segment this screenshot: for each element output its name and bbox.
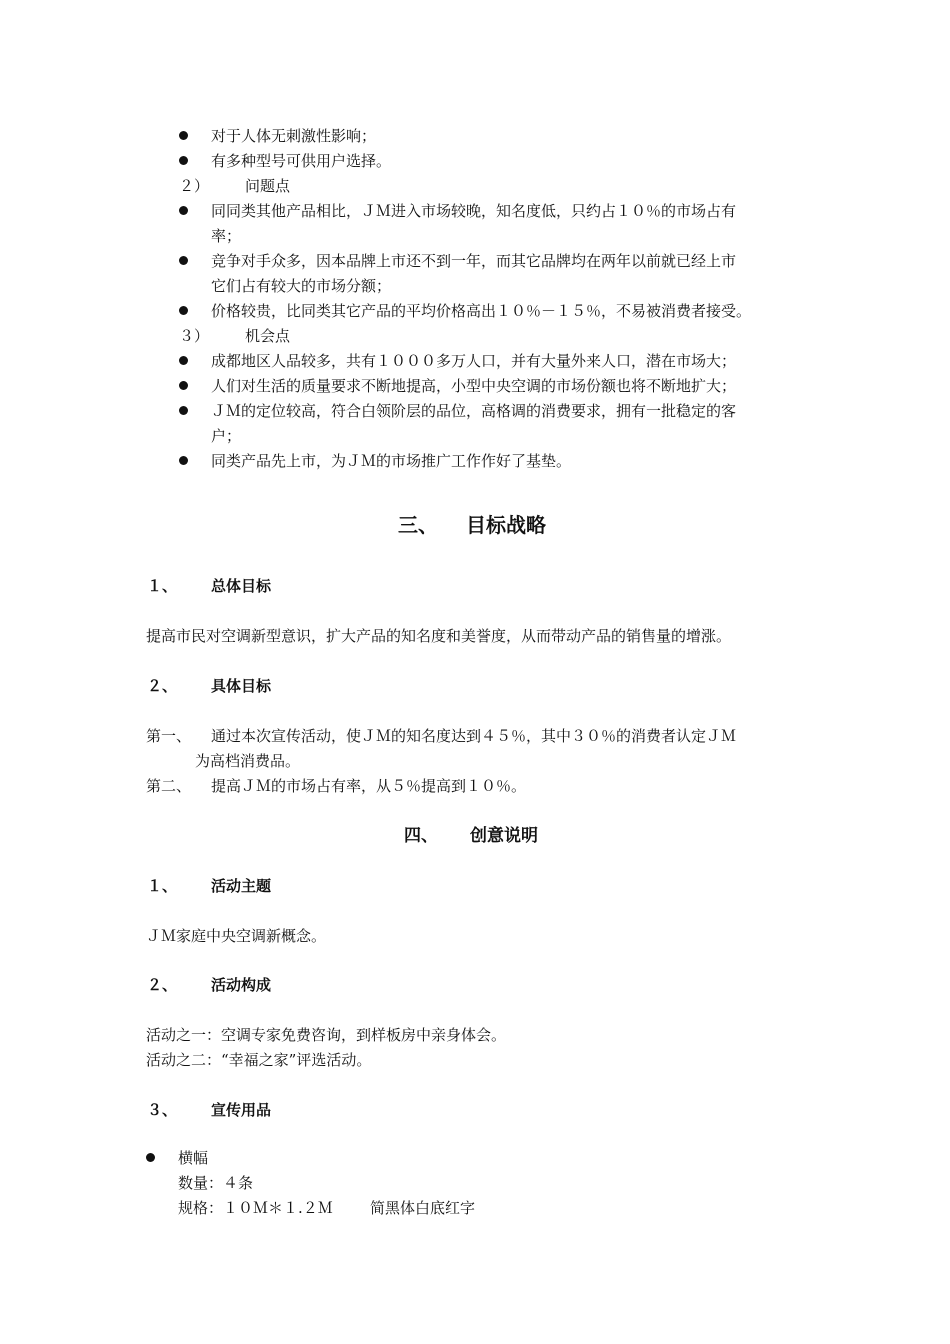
bullet-text-cont: 率；	[211, 227, 242, 245]
list-number: ３）	[179, 327, 210, 345]
bullet-text: 价格较贵，比同类其它产品的平均价格高出１０％－１５％，不易被消费者接受。	[211, 302, 752, 320]
subsection-title: 活动构成	[211, 976, 272, 994]
bullet-dot	[179, 406, 188, 415]
bullet-dot	[146, 1153, 155, 1162]
bullet-dot	[179, 206, 188, 215]
bullet-text: ＪＭ的定位较高，符合白领阶层的品位，高格调的消费要求，拥有一批稳定的客	[211, 402, 737, 420]
item-detail: 规格：１０Ｍ＊１.２Ｍ	[178, 1199, 333, 1217]
list-heading: 问题点	[245, 177, 291, 195]
bullet-text-cont: 户；	[211, 427, 242, 445]
section-number: 三、	[398, 513, 438, 537]
subsection-number: ２、	[147, 677, 178, 695]
paragraph: 提高市民对空调新型意识，扩大产品的知名度和美誉度，从而带动产品的销售量的增涨。	[146, 627, 732, 645]
bullet-text: 有多种型号可供用户选择。	[211, 152, 392, 170]
paragraph: ＪＭ家庭中央空调新概念。	[146, 927, 327, 945]
bullet-dot	[179, 381, 188, 390]
bullet-text: 成都地区人品较多，共有１０００多万人口，并有大量外来人口，潜在市场大；	[211, 352, 737, 370]
paragraph: 活动之二：“幸福之家”评选活动。	[146, 1051, 372, 1069]
item-detail: 简黑体白底红字	[370, 1199, 476, 1217]
bullet-dot	[179, 256, 188, 265]
bullet-dot	[179, 131, 188, 140]
item-title: 横幅	[178, 1149, 209, 1167]
subsection-title: 宣传用品	[211, 1101, 272, 1119]
bullet-dot	[179, 456, 188, 465]
goal-label: 第二、	[146, 777, 192, 795]
bullet-text: 竞争对手众多，因本品牌上市还不到一年，而其它品牌均在两年以前就已经上市	[211, 252, 737, 270]
subsection-number: ２、	[147, 976, 178, 994]
subsection-number: １、	[147, 577, 178, 595]
bullet-dot	[179, 356, 188, 365]
goal-label: 第一、	[146, 727, 192, 745]
bullet-dot	[179, 156, 188, 165]
item-detail: 数量：４条	[178, 1174, 254, 1192]
bullet-text: 对于人体无刺激性影响；	[211, 127, 377, 145]
list-number: ２）	[179, 177, 210, 195]
list-heading: 机会点	[245, 327, 291, 345]
goal-text: 提高ＪＭ的市场占有率，从５％提高到１０％。	[211, 777, 527, 795]
goal-text-cont: 为高档消费品。	[195, 752, 301, 770]
section-title: 目标战略	[466, 513, 546, 537]
subsection-number: １、	[147, 877, 178, 895]
subsection-title: 活动主题	[211, 877, 272, 895]
bullet-text: 人们对生活的质量要求不断地提高，小型中央空调的市场份额也将不断地扩大；	[211, 377, 737, 395]
goal-text: 通过本次宣传活动，使ＪＭ的知名度达到４５％，其中３０％的消费者认定ＪＭ	[211, 727, 737, 745]
subsection-title: 具体目标	[211, 677, 272, 695]
paragraph: 活动之一：空调专家免费咨询，到样板房中亲身体会。	[146, 1026, 507, 1044]
bullet-dot	[179, 306, 188, 315]
bullet-text-cont: 它们占有较大的市场分额；	[211, 277, 392, 295]
section-number: 四、	[404, 826, 438, 846]
subsection-title: 总体目标	[211, 577, 272, 595]
section-title: 创意说明	[470, 826, 538, 846]
subsection-number: ３、	[147, 1101, 178, 1119]
bullet-text: 同类产品先上市，为ＪＭ的市场推广工作作好了基垫。	[211, 452, 572, 470]
bullet-text: 同同类其他产品相比，ＪＭ进入市场较晚，知名度低，只约占１０％的市场占有	[211, 202, 737, 220]
